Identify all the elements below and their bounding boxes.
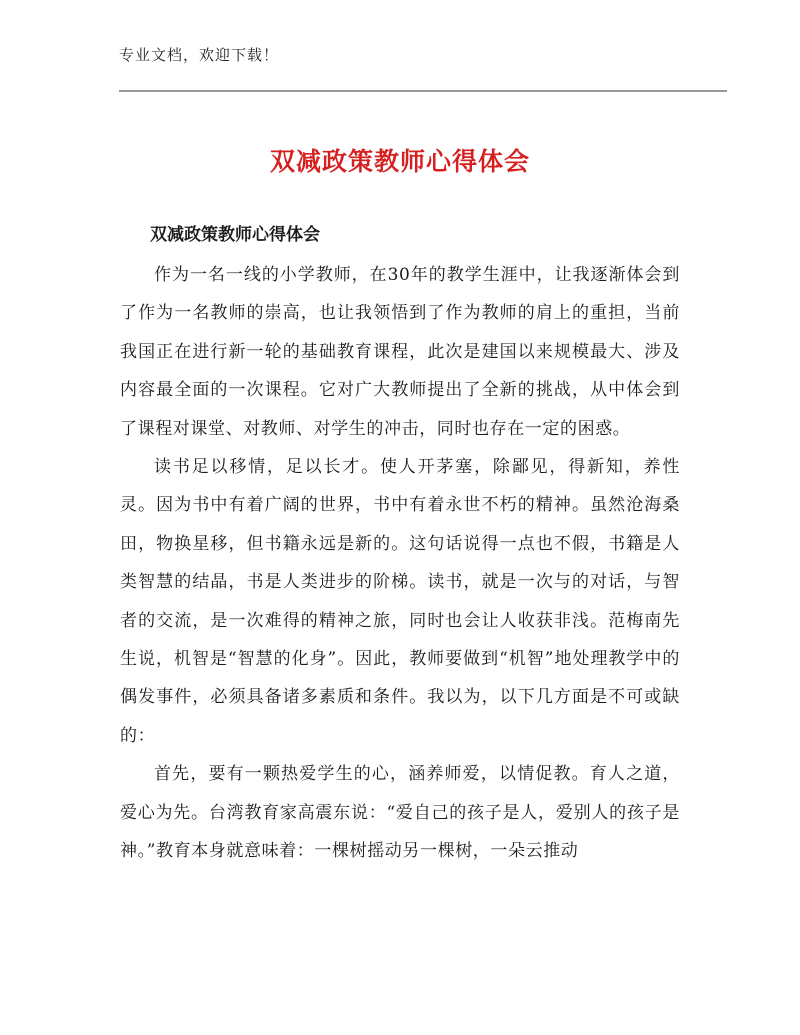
document-title: 双减政策教师心得体会 (269, 147, 530, 176)
document-body (120, 256, 680, 871)
header-divider (119, 90, 727, 92)
paragraph-1: 作为一名一线的小学教师，在30年的教学生涯中，让我逐渐体会到了作为一名教师的崇高，也让我领悟到了作为教师的肩上的重担，当前我国正在进行新一轮的基础教育课程，此次是建国以来规模最大、涉及内容最全面的一次课程。它对广大教师提出了全新的挑战，从中体会到了课程对课堂、对教师、对学生的冲击，同时也存在一定的困惑。 (120, 265, 680, 439)
document-subtitle: 双减政策教师心得体会 (150, 225, 320, 245)
header-note: 专业文档，欢迎下载！ (119, 46, 280, 64)
paragraph-3: 首先，要有一颗热爱学生的心，涵养师爱，以情促教。育人之道，爱心为先。台湾教育家高震东说：“爱自己的孩子是人，爱别人的孩子是神。”教育本身就意味着：一棵树摇动另一棵树，一朵云推动 (120, 764, 680, 862)
paragraph-2: 读书足以移情，足以长才。使人开茅塞，除鄙见，得新知，养性灵。因为书中有着广阔的世界，书中有着永世不朽的精神。虽然沧海桑田，物换星移，但书籍永远是新的。这句话说得一点也不假，书籍是人类智慧的结晶，书是人类进步的阶梯。读书，就是一次与的对话，与智者的交流，是一次难得的精神之旅，同时也会让人收获非浅。范梅南先生说，机智是“智慧的化身”。因此，教师要做到“机智”地处理教学中的偶发事件，必须具备诸多素质和条件。我以为，以下几方面是不可或缺的： (120, 457, 680, 746)
